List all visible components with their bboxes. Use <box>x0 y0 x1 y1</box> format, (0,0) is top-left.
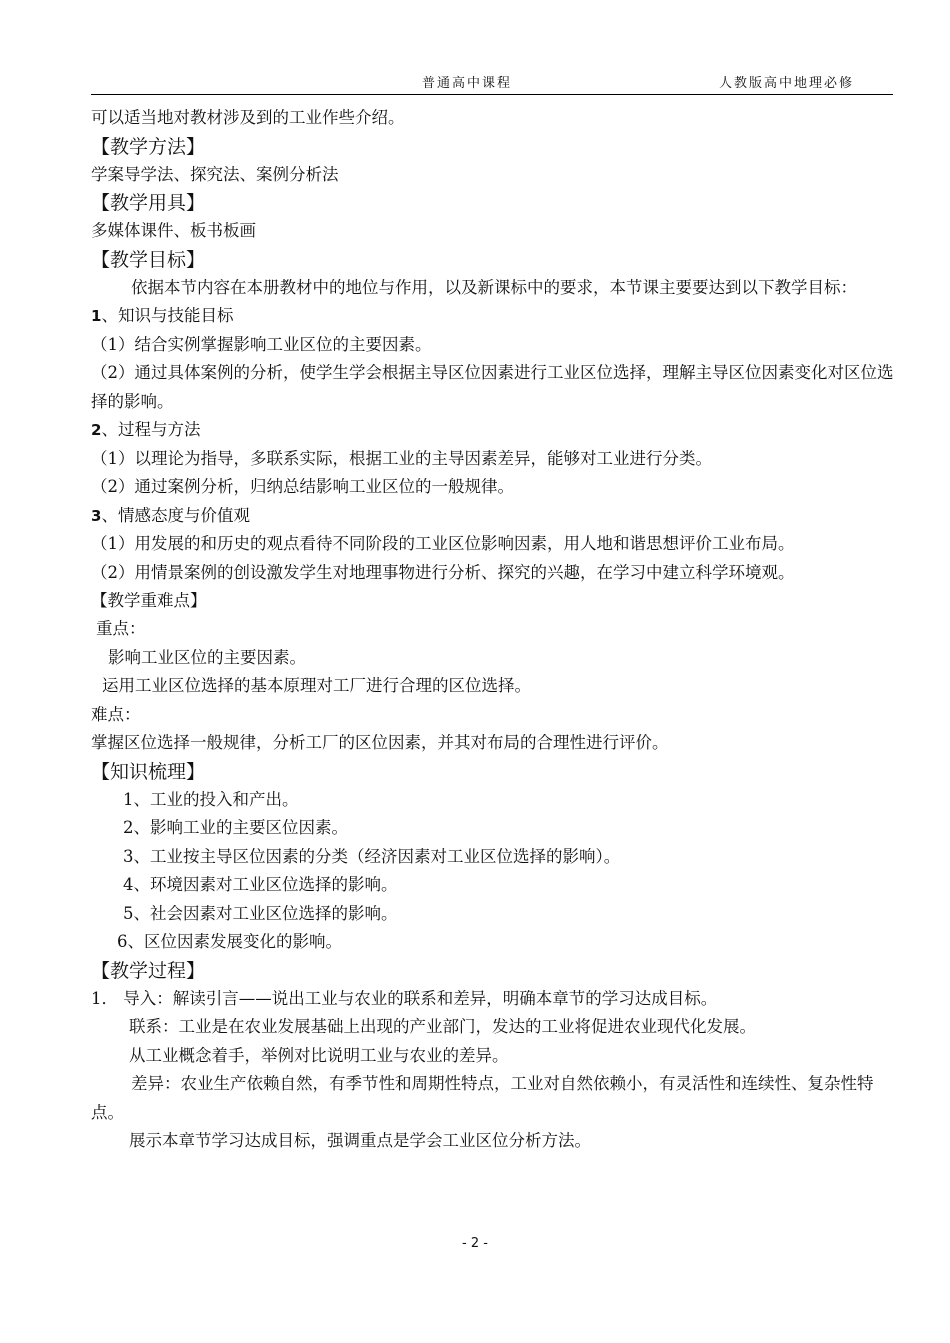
list-item: 4、环境因素对工业区位选择的影响。 <box>123 875 398 894</box>
goal-e1: （1）用发展的和历史的观点看待不同阶段的工业区位影响因素，用人地和谐思想评价工业布局。 <box>91 534 795 553</box>
page-number: - 2 - <box>462 1236 488 1251</box>
keypoints-heading: 【教学重难点】 <box>91 591 207 610</box>
process-line-3: 从工业概念着手，举例对比说明工业与农业的差异。 <box>129 1045 509 1065</box>
intro-line: 可以适当地对教材涉及到的工业作些介绍。 <box>91 108 405 127</box>
key-point-1: 影响工业区位的主要因素。 <box>108 647 306 667</box>
emotion-value-title: 3、情感态度与价值观 <box>91 505 250 525</box>
process-line-5: 展示本章节学习达成目标，强调重点是学会工业区位分析方法。 <box>129 1131 591 1150</box>
methods-heading: 【教学方法】 <box>91 135 206 158</box>
process-line-2: 联系：工业是在农业发展基础上出现的产业部门，发达的工业将促进农业现代化发展。 <box>129 1017 756 1036</box>
goals-intro: 依据本节内容在本册教材中的地位与作用，以及新课标中的要求，本节课主要要达到以下教学目标： <box>131 277 857 297</box>
header-right-text: 人教版高中地理必修 <box>719 76 855 91</box>
goal-p2: （2）通过案例分析，归纳总结影响工业区位的一般规律。 <box>91 477 514 496</box>
key-label: 重点： <box>96 619 146 638</box>
goal-p1: （1）以理论为指导，多联系实际，根据工业的主导因素差异，能够对工业进行分类。 <box>91 448 712 468</box>
tools-text: 多媒体课件、板书板画 <box>91 221 256 240</box>
process-method-title: 2、过程与方法 <box>91 420 201 439</box>
page-header <box>91 70 893 95</box>
list-item: 2、影响工业的主要区位因素。 <box>123 818 348 837</box>
goals-heading: 【教学目标】 <box>91 248 206 271</box>
goal-k1: （1）结合实例掌握影响工业区位的主要因素。 <box>91 334 432 354</box>
list-item: 6、区位因素发展变化的影响。 <box>117 932 342 951</box>
section-number: 3 <box>91 506 102 525</box>
list-item: 3、工业按主导区位因素的分类（经济因素对工业区位选择的影响）。 <box>123 846 621 866</box>
key-point-2: 运用工业区位选择的基本原理对工厂进行合理的区位选择。 <box>102 676 531 695</box>
difficulty-label: 难点： <box>91 704 141 724</box>
process-line-4: 差异：农业生产依赖自然，有季节性和周期性特点，工业对自然依赖小，有灵活性和连续性、复杂性特点。 <box>91 1074 874 1122</box>
document-body <box>91 104 895 1156</box>
list-item: 5、社会因素对工业区位选择的影响。 <box>123 903 398 923</box>
section-number: 1 <box>91 307 102 325</box>
goal-e2: （2）用情景案例的创设激发学生对地理事物进行分析、探究的兴趣，在学习中建立科学环境观。 <box>91 562 795 582</box>
process-line-1: 1． 导入：解读引言——说出工业与农业的联系和差异，明确本章节的学习达成目标。 <box>91 988 718 1008</box>
difficulty-point-1: 掌握区位选择一般规律，分析工厂的区位因素，并其对布局的合理性进行评价。 <box>91 733 669 752</box>
methods-text: 学案导学法、探究法、案例分析法 <box>91 164 339 184</box>
knowledge-skill-title: 1、知识与技能目标 <box>91 306 234 325</box>
knowledge-heading: 【知识梳理】 <box>91 760 206 783</box>
goal-k2: （2）通过具体案例的分析，使学生学会根据主导区位因素进行工业区位选择，理解主导区位因素变化对区位选择的影响。 <box>91 363 894 411</box>
process-heading: 【教学过程】 <box>91 959 206 982</box>
tools-heading: 【教学用具】 <box>91 192 206 214</box>
header-left-text: 普通高中课程 <box>422 76 513 91</box>
list-item: 1、工业的投入和产出。 <box>123 789 299 809</box>
section-number: 2 <box>91 421 102 439</box>
